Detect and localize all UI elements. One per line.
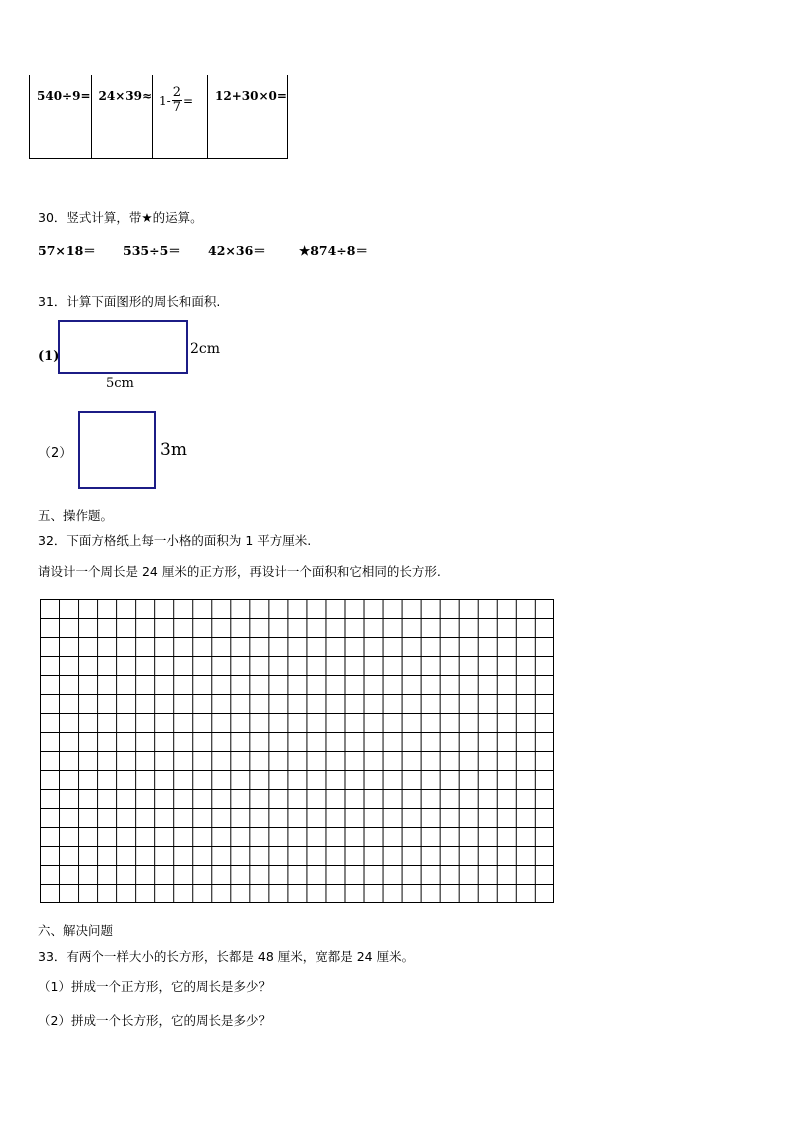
grid-paper — [40, 599, 554, 903]
rectangle-figure — [58, 320, 188, 374]
fraction-expression — [153, 75, 207, 115]
question-32-title: 32．下面方格纸上每一小格的面积为 1 平方厘米. — [38, 533, 312, 548]
vertical-calc-expression: 42×36＝ — [208, 243, 266, 258]
question-30-title: 30．竖式计算，带★的运算。 — [38, 210, 203, 225]
table-cell — [30, 75, 92, 159]
table-cell — [91, 75, 153, 159]
square-side-label: 3m — [160, 440, 187, 460]
calc-table — [29, 75, 288, 159]
calc-expression: 540÷9= — [37, 89, 91, 103]
section-6-heading: 六、解决问题 — [38, 923, 114, 938]
calc-expression: 12+30×0= — [215, 89, 287, 103]
rectangle-width-label: 5cm — [106, 376, 134, 391]
fraction-numerator: 2 — [172, 85, 182, 100]
fraction-denominator: 7 — [172, 100, 182, 115]
vertical-calc-expression: 57×18＝ — [38, 243, 96, 258]
fraction-suffix: = — [183, 93, 194, 108]
figure-2-label: （2） — [38, 446, 73, 461]
question-33-sub-2: （2）拼成一个长方形，它的周长是多少？ — [38, 1013, 271, 1028]
vertical-calc-expression: 535÷5＝ — [123, 243, 181, 258]
question-33-title: 33．有两个一样大小的长方形，长都是 48 厘米，宽都是 24 厘米。 — [38, 949, 415, 964]
rectangle-height-label: 2cm — [190, 341, 221, 357]
vertical-calc-expression: ★874÷8＝ — [299, 243, 368, 258]
calc-expression: 24×39≈ — [98, 89, 153, 103]
square-figure — [78, 411, 156, 489]
table-cell — [208, 75, 288, 159]
section-5-heading: 五、操作题。 — [38, 508, 114, 523]
question-32-instruction: 请设计一个周长是 24 厘米的正方形，再设计一个面积和它相同的长方形. — [38, 564, 441, 579]
fraction — [172, 86, 182, 115]
table-cell — [153, 75, 208, 159]
question-31-title: 31．计算下面图形的周长和面积. — [38, 294, 221, 309]
fraction-prefix: 1- — [159, 93, 171, 108]
question-33-sub-1: （1）拼成一个正方形，它的周长是多少？ — [38, 979, 271, 994]
figure-1-label: (1) — [38, 349, 60, 364]
